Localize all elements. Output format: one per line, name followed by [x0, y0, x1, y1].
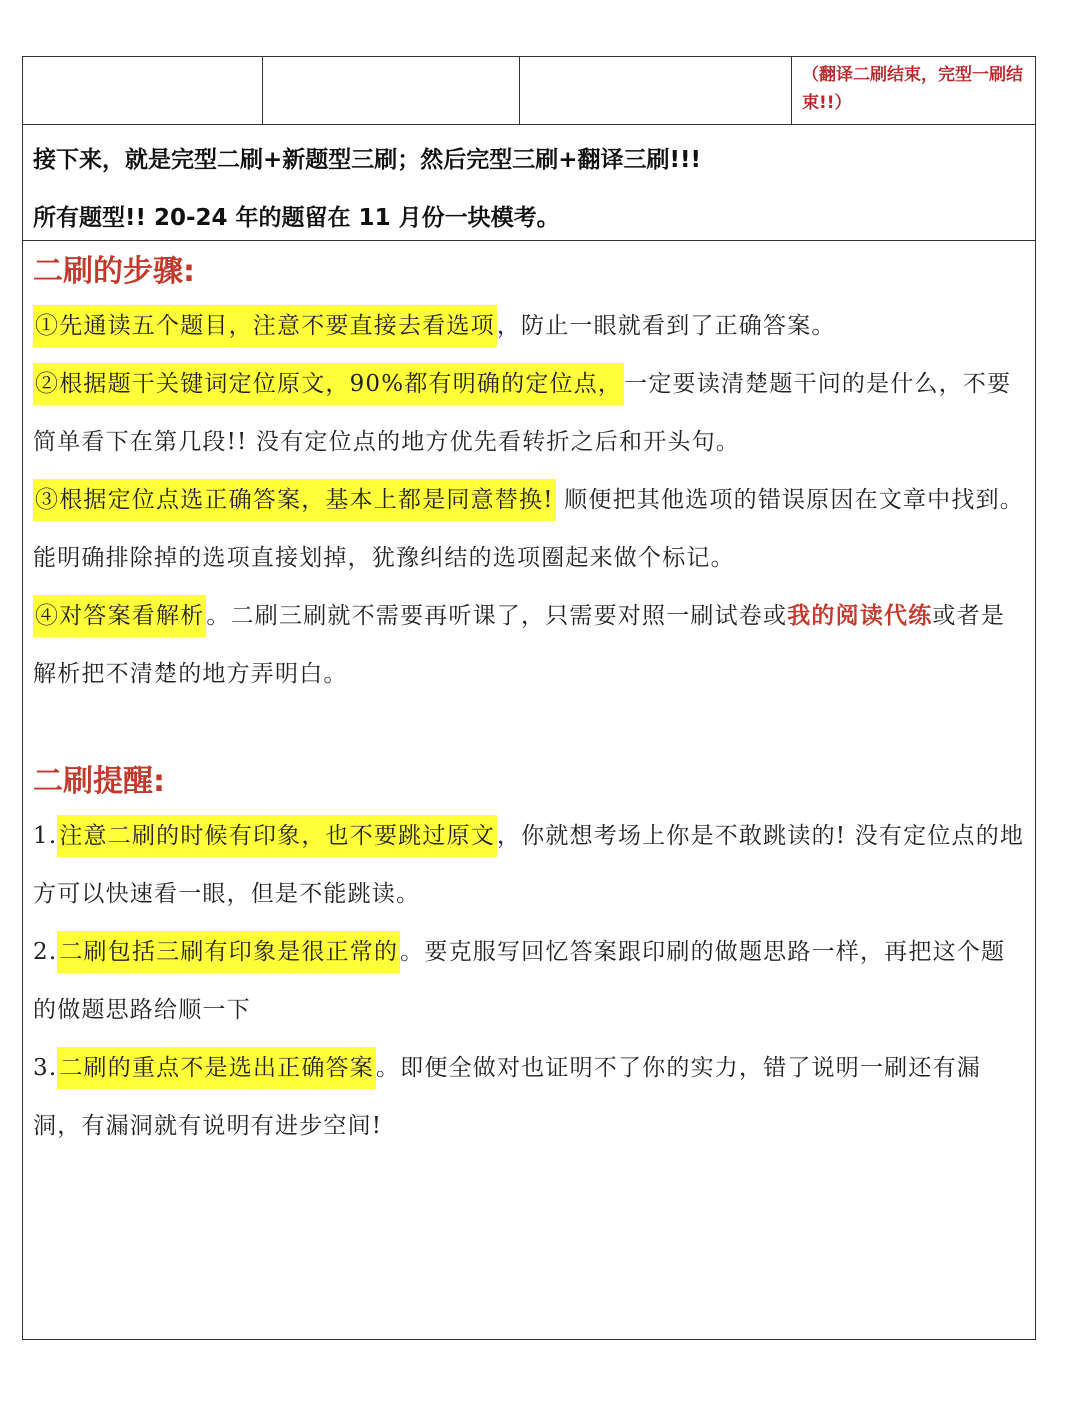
progress-note: （翻译二刷结束，完型一刷结束!!） [802, 65, 1023, 113]
section-spacer [33, 703, 1025, 757]
steps-title: 二刷的步骤: [33, 254, 195, 289]
reading-practice-link-text: 我的阅读代练 [787, 603, 933, 629]
content-body [33, 247, 1025, 1155]
reminder-2-number: 2. [33, 939, 58, 965]
table-cell-3 [520, 57, 792, 124]
step-4-text-before: 。二刷三刷就不需要再听课了，只需要对照一刷试卷或 [206, 603, 788, 629]
reminder-1-highlight: 注意二刷的时候有印象，也不要跳过原文 [57, 815, 497, 857]
reminders-title: 二刷提醒: [33, 764, 165, 799]
step-item-3 [33, 471, 1025, 587]
reminder-item-1 [33, 807, 1025, 923]
reminder-2-highlight: 二刷包括三刷有印象是很正常的 [57, 931, 400, 973]
step-4-text-after: 或者是解析把不清楚的地方弄明白。 [33, 603, 1006, 687]
step-item-1 [33, 297, 1025, 355]
step-1-text: ，防止一眼就看到了正确答案。 [496, 313, 836, 339]
step-item-2 [33, 355, 1025, 471]
reminder-2-text: 。要克服写回忆答案跟印刷的做题思路一样，再把这个题的做题思路给顺一下 [33, 939, 1006, 1023]
reminder-item-2 [33, 923, 1025, 1039]
step-4-highlight: ④对答案看解析 [33, 595, 206, 637]
plan-header [23, 125, 1035, 241]
top-table-row [23, 57, 1035, 125]
plan-line-1: 接下来，就是完型二刷+新题型三刷；然后完型三刷+翻译三刷!!! [33, 147, 702, 173]
plan-line-2: 所有题型!! 20-24 年的题留在 11 月份一块模考。 [33, 205, 560, 231]
reminder-3-number: 3. [33, 1055, 58, 1081]
reminder-1-text: ，你就想考场上你是不敢跳读的! 没有定位点的地方可以快速看一眼，但是不能跳读。 [33, 823, 1025, 907]
document-frame [22, 56, 1036, 1340]
step-2-highlight: ②根据题干关键词定位原文，90%都有明确的定位点， [33, 363, 624, 405]
table-cell-2 [263, 57, 520, 124]
reminder-3-highlight: 二刷的重点不是选出正确答案 [57, 1047, 376, 1089]
reminder-1-number: 1. [33, 823, 58, 849]
step-3-highlight: ③根据定位点选正确答案，基本上都是同意替换! [33, 479, 556, 521]
table-cell-1 [23, 57, 263, 124]
reminder-3-text: 。即便全做对也证明不了你的实力，错了说明一刷还有漏洞，有漏洞就有说明有进步空间! [33, 1055, 981, 1139]
table-cell-4 [792, 57, 1035, 124]
reminder-item-3 [33, 1039, 1025, 1155]
step-item-4 [33, 587, 1025, 703]
step-3-text: 顺便把其他选项的错误原因在文章中找到。能明确排除掉的选项直接划掉，犹豫纠结的选项圈起来做个标记。 [33, 487, 1024, 571]
step-2-text: 一定要读清楚题干问的是什么，不要简单看下在第几段!! 没有定位点的地方优先看转折之后和开头句。 [33, 371, 1012, 455]
step-1-highlight: ①先通读五个题目，注意不要直接去看选项 [33, 305, 497, 347]
